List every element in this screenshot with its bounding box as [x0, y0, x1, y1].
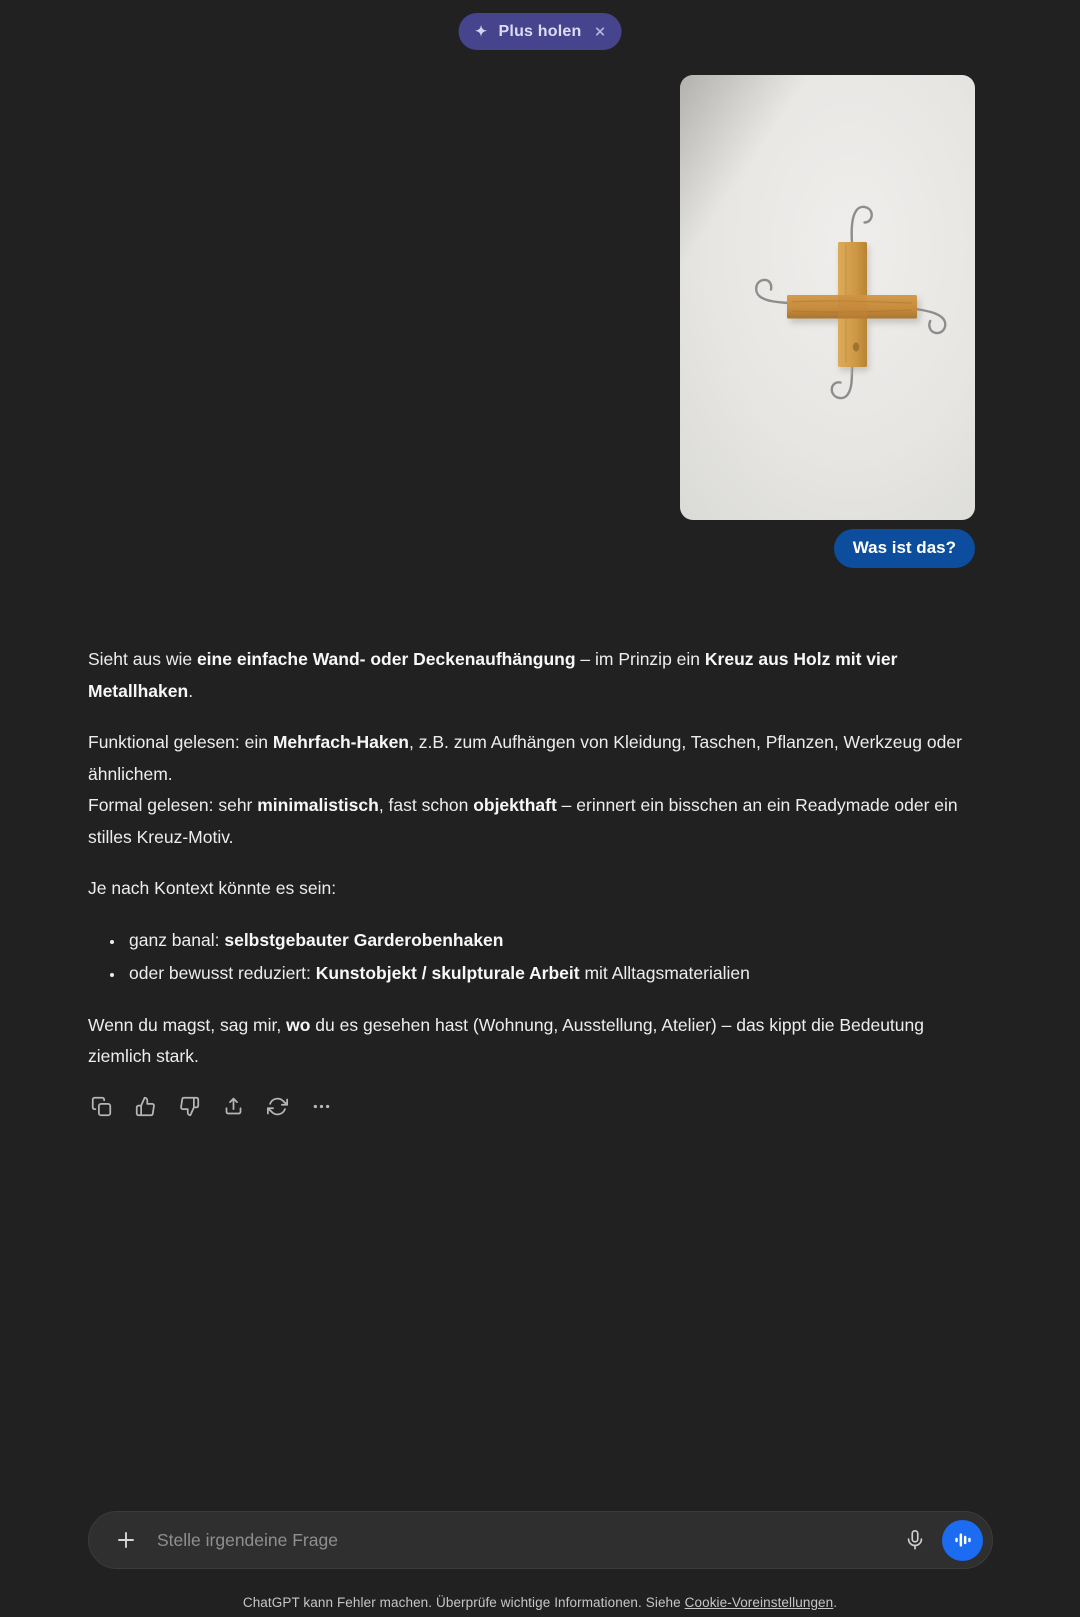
more-options-button[interactable] [308, 1093, 335, 1120]
assistant-paragraph-intro: Sieht aus wie eine einfache Wand- oder Deckenaufhängung – im Prinzip ein Kreuz aus Holz mit vier Metallhaken. [88, 649, 898, 701]
dictate-button[interactable] [899, 1524, 931, 1556]
attach-plus-button[interactable] [110, 1524, 142, 1556]
assistant-paragraph-context-lead: Je nach Kontext könnte es sein: [88, 878, 337, 898]
photo-wood-cross-hooks [680, 75, 975, 520]
disclaimer-footer [0, 1595, 1080, 1610]
assistant-bullet-list [88, 925, 966, 990]
promo-label: Plus holen [498, 22, 582, 40]
voice-mode-button[interactable] [942, 1520, 983, 1561]
bullet-item: • ganz banal: selbstgebauter Garderobenhaken [125, 925, 966, 957]
attached-photo[interactable] [680, 75, 975, 520]
thumbs-down-button[interactable] [176, 1093, 203, 1120]
more-dots-icon [311, 1096, 332, 1117]
share-button[interactable] [220, 1093, 247, 1120]
thumbs-up-icon [135, 1096, 156, 1117]
user-message-group [680, 75, 975, 568]
chat-input[interactable] [155, 1529, 899, 1552]
assistant-paragraph-closing: Wenn du magst, sag mir, wo du es gesehen hast (Wohnung, Ausstellung, Atelier) – das kippt die Bedeutung ziemlich stark. [88, 1014, 924, 1066]
bullet-item: • oder bewusst reduziert: Kunstobjekt / skulpturale Arbeit mit Alltagsmaterialien [125, 958, 966, 990]
user-message-text: Was ist das? [852, 538, 956, 557]
plus-promo-pill[interactable] [459, 13, 622, 50]
cookie-settings-link[interactable]: Cookie-Voreinstellungen [684, 1595, 834, 1610]
assistant-message [88, 644, 966, 1120]
share-icon [223, 1096, 244, 1117]
message-composer [88, 1511, 993, 1569]
copy-button[interactable] [88, 1093, 115, 1120]
regenerate-button[interactable] [264, 1093, 291, 1120]
promo-close-icon[interactable] [593, 25, 606, 38]
sparkle-icon [473, 23, 490, 40]
voice-waveform-icon [952, 1529, 974, 1551]
microphone-icon [904, 1529, 926, 1551]
thumbs-up-button[interactable] [132, 1093, 159, 1120]
copy-icon [91, 1096, 112, 1117]
disclaimer-period: . [833, 1595, 838, 1610]
thumbs-down-icon [179, 1096, 200, 1117]
assistant-paragraph-reading: Funktional gelesen: ein Mehrfach-Haken, z.B. zum Aufhängen von Kleidung, Taschen, Pflanzen, Werkzeug oder ähnlichem. Formal gelesen: sehr minimalistisch, fast schon objekthaft – erinnert ein bisschen an ein Readymade oder ein stilles Kreuz-Motiv. [88, 732, 962, 847]
user-message-bubble [834, 529, 975, 568]
disclaimer-text: ChatGPT kann Fehler machen. Überprüfe wichtige Informationen. Siehe [242, 1595, 685, 1610]
regenerate-icon [267, 1096, 288, 1117]
message-action-bar [88, 1093, 966, 1120]
plus-icon [114, 1528, 138, 1552]
